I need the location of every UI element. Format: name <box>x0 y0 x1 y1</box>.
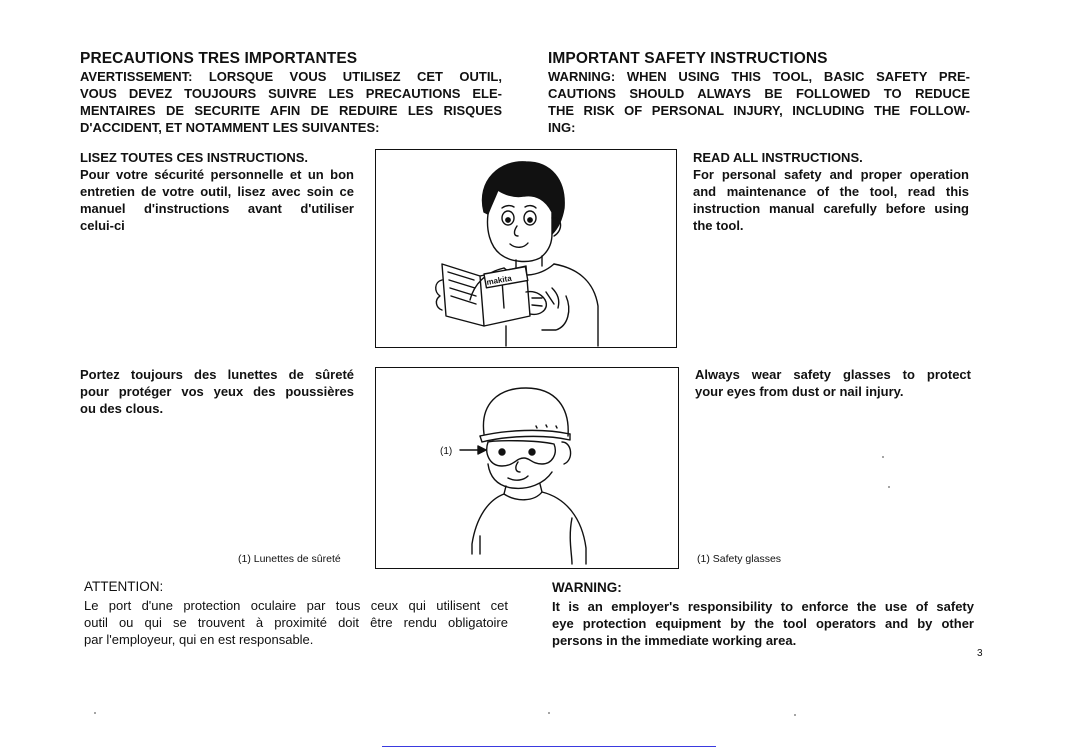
fr-read-line: manuel d'instructions avant d'utiliser <box>80 201 354 216</box>
en-read-heading: READ ALL INSTRUCTIONS. <box>693 150 863 165</box>
fr-read-heading: LISEZ TOUTES CES INSTRUCTIONS. <box>80 150 309 165</box>
fr-attention-line: par l'employeur, qui en est responsable. <box>84 632 314 647</box>
en-warning-paragraph <box>548 68 970 136</box>
glasses-figure <box>375 367 679 569</box>
en-glasses-line: your eyes from dust or nail injury. <box>695 384 904 399</box>
en-read-line: For personal safety and proper operation <box>693 167 969 182</box>
fr-glasses-line: pour protéger vos yeux des poussières <box>80 384 354 399</box>
en-warning2-line: persons in the immediate working area. <box>552 633 797 648</box>
en-glasses-caption: (1) Safety glasses <box>697 553 782 565</box>
fr-read-line: Pour votre sécurité personnelle et un bon <box>80 167 354 182</box>
en-glasses-line: Always wear safety glasses to protect <box>695 367 971 382</box>
speck <box>548 712 550 714</box>
fr-read-line: celui-ci <box>80 218 125 233</box>
safety-glasses-illustration <box>376 368 678 568</box>
fr-glasses-caption: (1) Lunettes de sûreté <box>238 553 341 565</box>
fr-warning-line: MENTAIRES DE SECURITE AFIN DE REDUIRE LES RISQUES <box>80 103 502 118</box>
en-read-paragraph <box>693 166 969 234</box>
en-warning2-line: eye protection equipment by the tool operators and by other <box>552 616 974 631</box>
fr-read-paragraph <box>80 166 354 234</box>
en-glasses-paragraph <box>695 366 971 400</box>
fr-attention-heading: ATTENTION: <box>84 579 164 594</box>
en-warning-line: WARNING: WHEN USING THIS TOOL, BASIC SAFETY PRE- <box>548 69 970 84</box>
fr-read-line: entretien de votre outil, lisez avec soin ce <box>80 184 354 199</box>
book-label: makita <box>485 273 513 287</box>
reading-figure <box>375 149 677 348</box>
fr-glasses-line: ou des clous. <box>80 401 164 416</box>
speck <box>794 714 796 716</box>
fr-glasses-line: Portez toujours des lunettes de sûreté <box>80 367 354 382</box>
fr-warning-line: AVERTISSEMENT: LORSQUE VOUS UTILISEZ CET OUTIL, <box>80 69 502 84</box>
en-read-line: the tool. <box>693 218 744 233</box>
fr-attention-line: Le port d'une protection oculaire par tous ceux qui utilisent cet <box>84 598 508 613</box>
fr-attention-line: outil ou qui se trouvent à proximité doit être rendu obligatoire <box>84 615 508 630</box>
en-warning2-paragraph <box>552 598 974 649</box>
page-number: 3 <box>977 648 983 659</box>
speck <box>94 712 96 714</box>
fr-glasses-paragraph <box>80 366 354 417</box>
en-warning-line: ING: <box>548 120 576 135</box>
en-read-line: instruction manual carefully before using <box>693 201 969 216</box>
bottom-rule <box>382 746 716 747</box>
fr-title: PRECAUTIONS TRES IMPORTANTES <box>80 50 358 67</box>
fr-warning-line: VOUS DEVEZ TOUJOURS SUIVRE LES PRECAUTIONS ELE- <box>80 86 502 101</box>
en-warning-line: CAUTIONS SHOULD ALWAYS BE FOLLOWED TO REDUCE <box>548 86 970 101</box>
en-warning-line: THE RISK OF PERSONAL INJURY, INCLUDING THE FOLLOW- <box>548 103 970 118</box>
en-warning2-heading: WARNING: <box>552 580 622 595</box>
en-warning2-line: It is an employer's responsibility to enforce the use of safety <box>552 599 974 614</box>
fr-attention-paragraph <box>84 597 508 648</box>
en-title: IMPORTANT SAFETY INSTRUCTIONS <box>548 50 828 67</box>
speck <box>888 486 890 488</box>
en-read-line: and maintenance of the tool, read this <box>693 184 969 199</box>
fr-warning-line: D'ACCIDENT, ET NOTAMMENT LES SUIVANTES: <box>80 120 380 135</box>
callout-label: (1) <box>440 446 453 457</box>
boy-reading-illustration <box>376 150 676 347</box>
speck <box>882 456 884 458</box>
fr-warning-paragraph <box>80 68 502 136</box>
